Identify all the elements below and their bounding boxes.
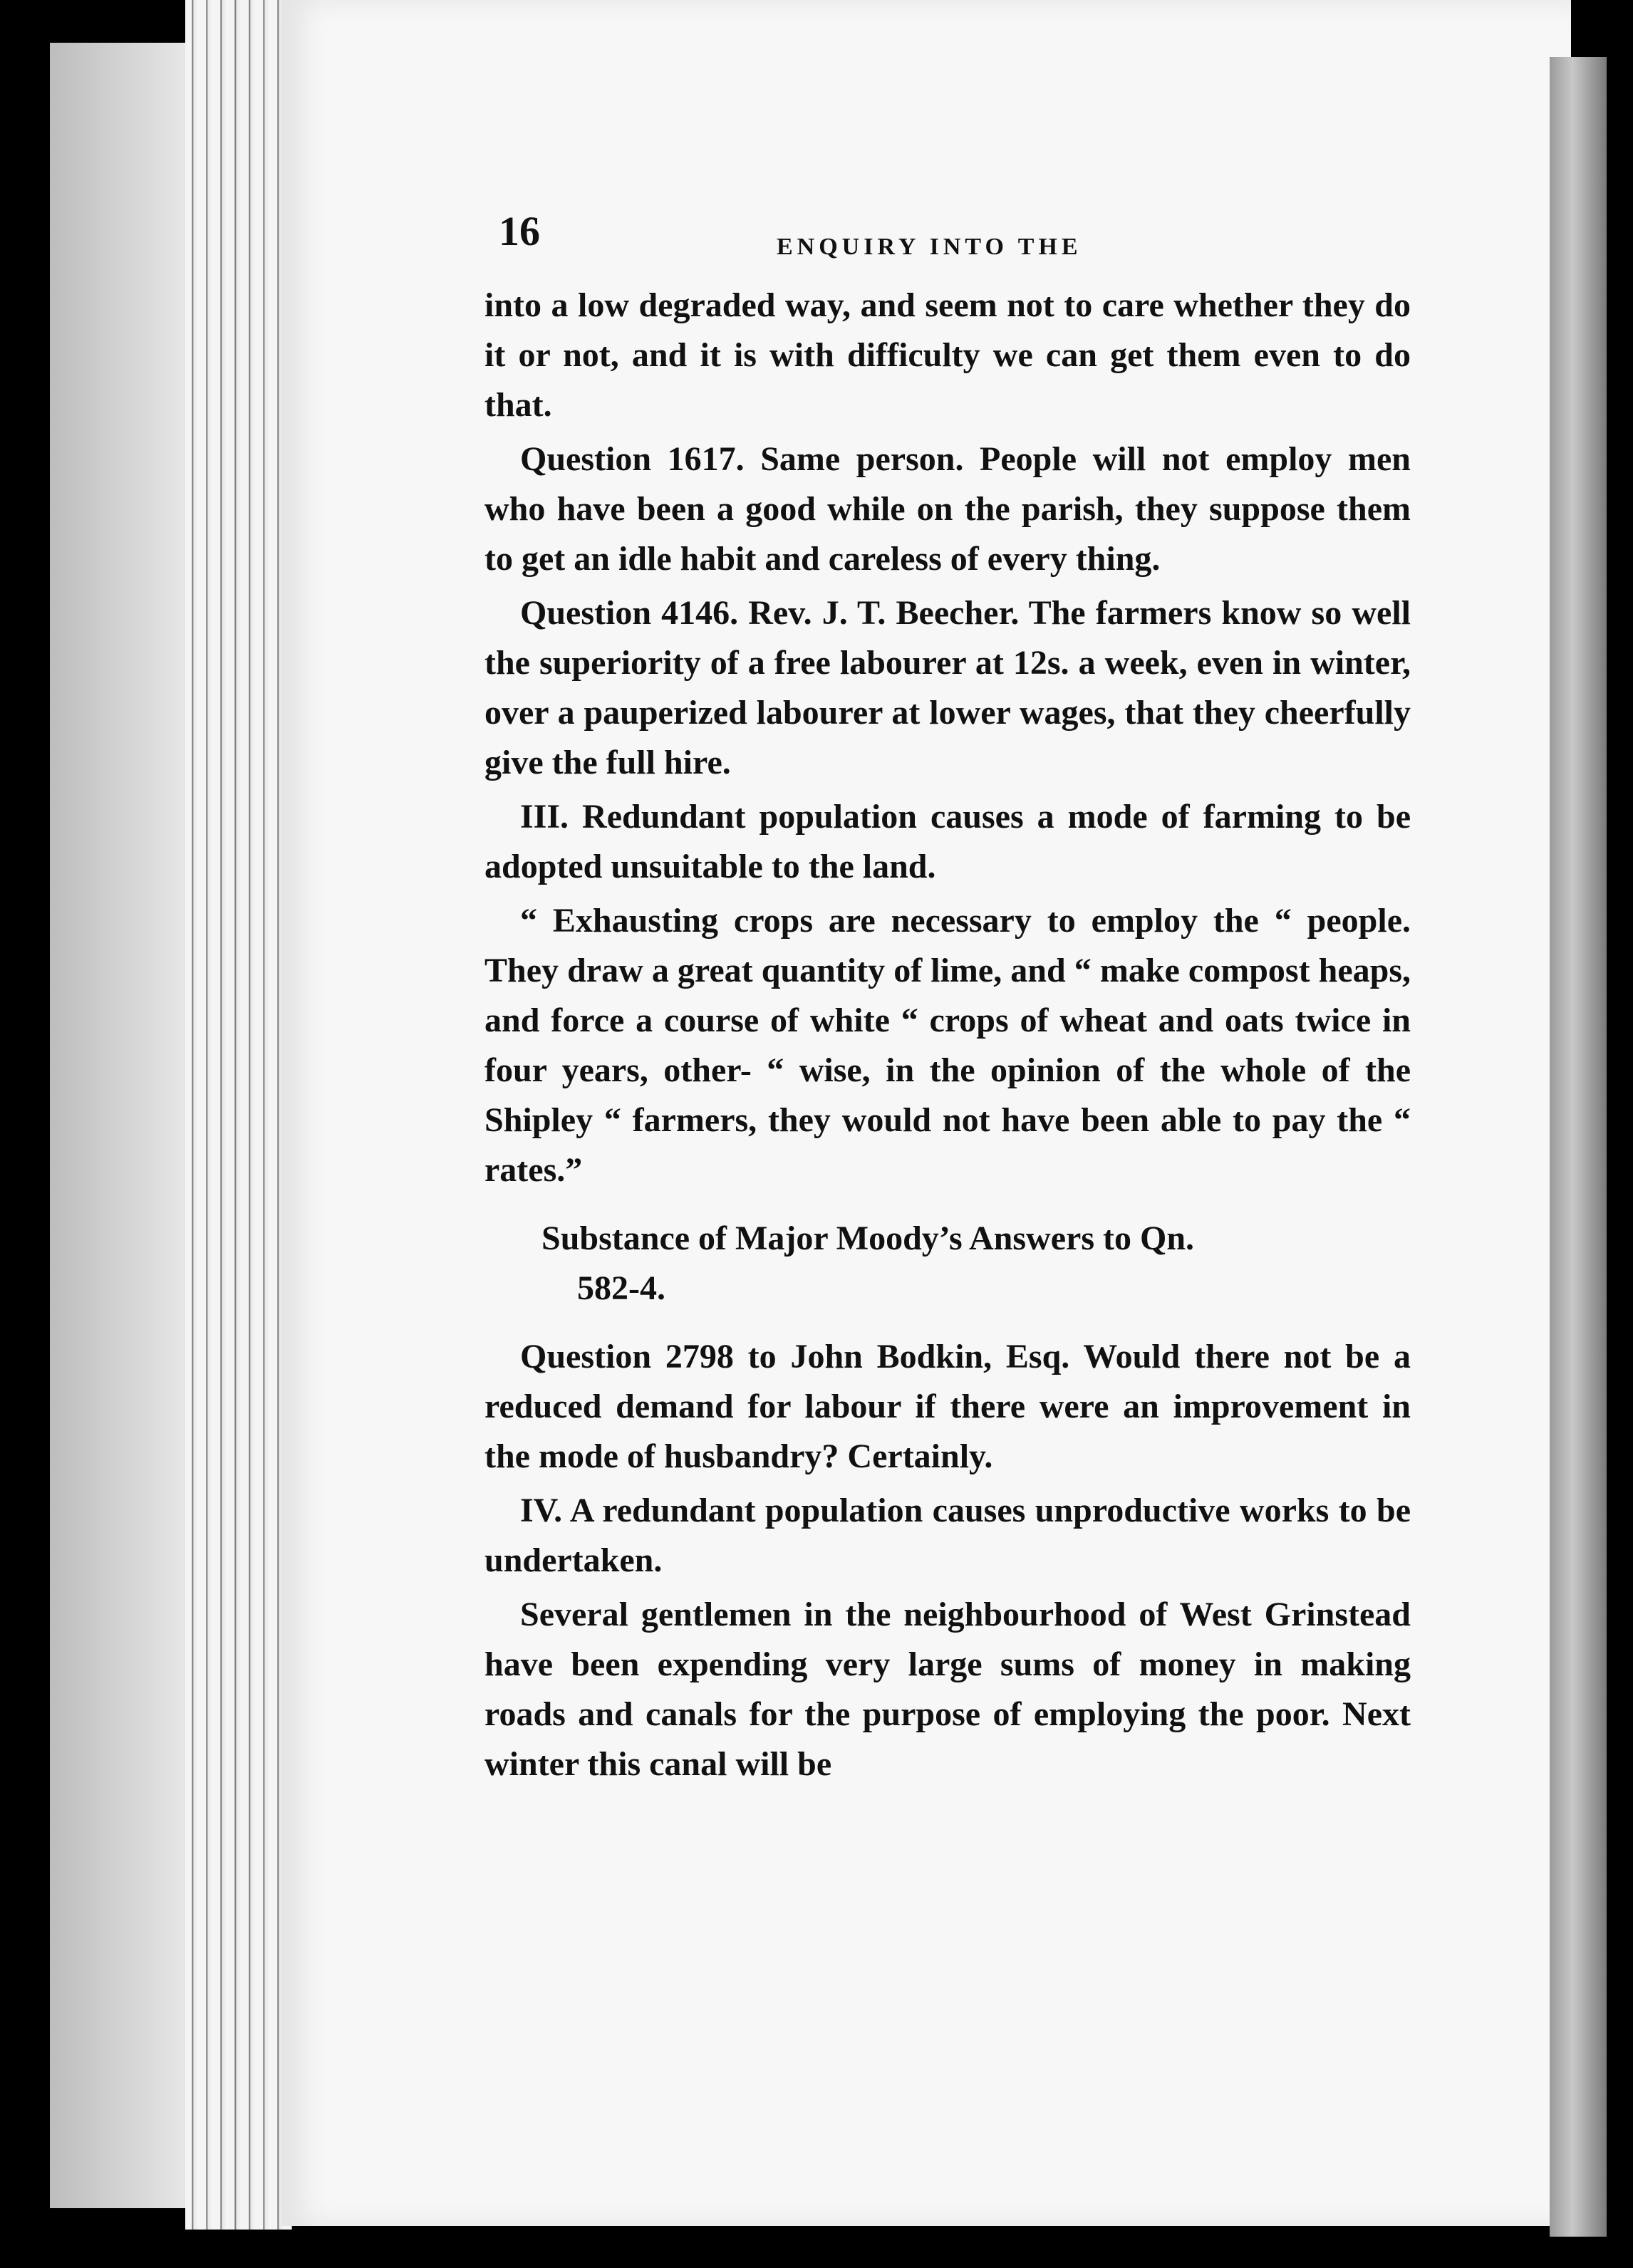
paragraph-substance-note	[484, 1214, 1411, 1314]
running-head: ENQUIRY INTO THE	[777, 234, 1082, 260]
paragraph-continuation: into a low degraded way, and seem not to care whether they do it or not, and it is with difficulty we can get them even to do that.	[484, 286, 1411, 424]
paragraph-section-iii: III. Redundant population causes a mode of farming to be adopted unsuitable to the land.	[484, 798, 1411, 885]
paragraph-quotation: “ Exhausting crops are necessary to employ the “ people. They draw a great quantity of lime, and “ make compost heaps, and force a course of white “ crops of wheat and oats twice in four years, other- “ wise, in the opinion of the whole of the Shipley “ farmers, they would not have been able to pay the “ rates.”	[484, 902, 1411, 1189]
paragraph-question-4146: Question 4146. Rev. J. T. Beecher. The farmers know so well the superiority of a free labourer at 12s. a week, even in winter, over a pauperized labourer at lower wages, that they cheerfully give the full hire.	[484, 594, 1411, 781]
substance-note-line2: 582-4.	[577, 1269, 665, 1307]
paragraph-west-grinstead: Several gentlemen in the neighbourhood of West Grinstead have been expending very large sums of money in making roads and canals for the purpose of employing the poor. Next winter this canal will be	[484, 1596, 1411, 1783]
page-header	[484, 207, 1411, 271]
paragraph-question-2798: Question 2798 to John Bodkin, Esq. Would there not be a reduced demand for labour if there were an improvement in the mode of husbandry? Certainly.	[484, 1338, 1411, 1475]
right-page-shadow	[1550, 57, 1607, 2237]
page-number: 16	[499, 208, 540, 254]
substance-note-line1: Substance of Major Moody’s Answers to Qn.	[541, 1219, 1195, 1257]
paragraph-section-iv: IV. A redundant population causes unproductive works to be undertaken.	[484, 1492, 1411, 1579]
page-stack-edges	[185, 0, 292, 2230]
paragraph-question-1617: Question 1617. Same person. People will not employ men who have been a good while on the parish, they suppose them to get an idle habit and careless of every thing.	[484, 440, 1411, 578]
page-text-block	[484, 207, 1411, 1794]
